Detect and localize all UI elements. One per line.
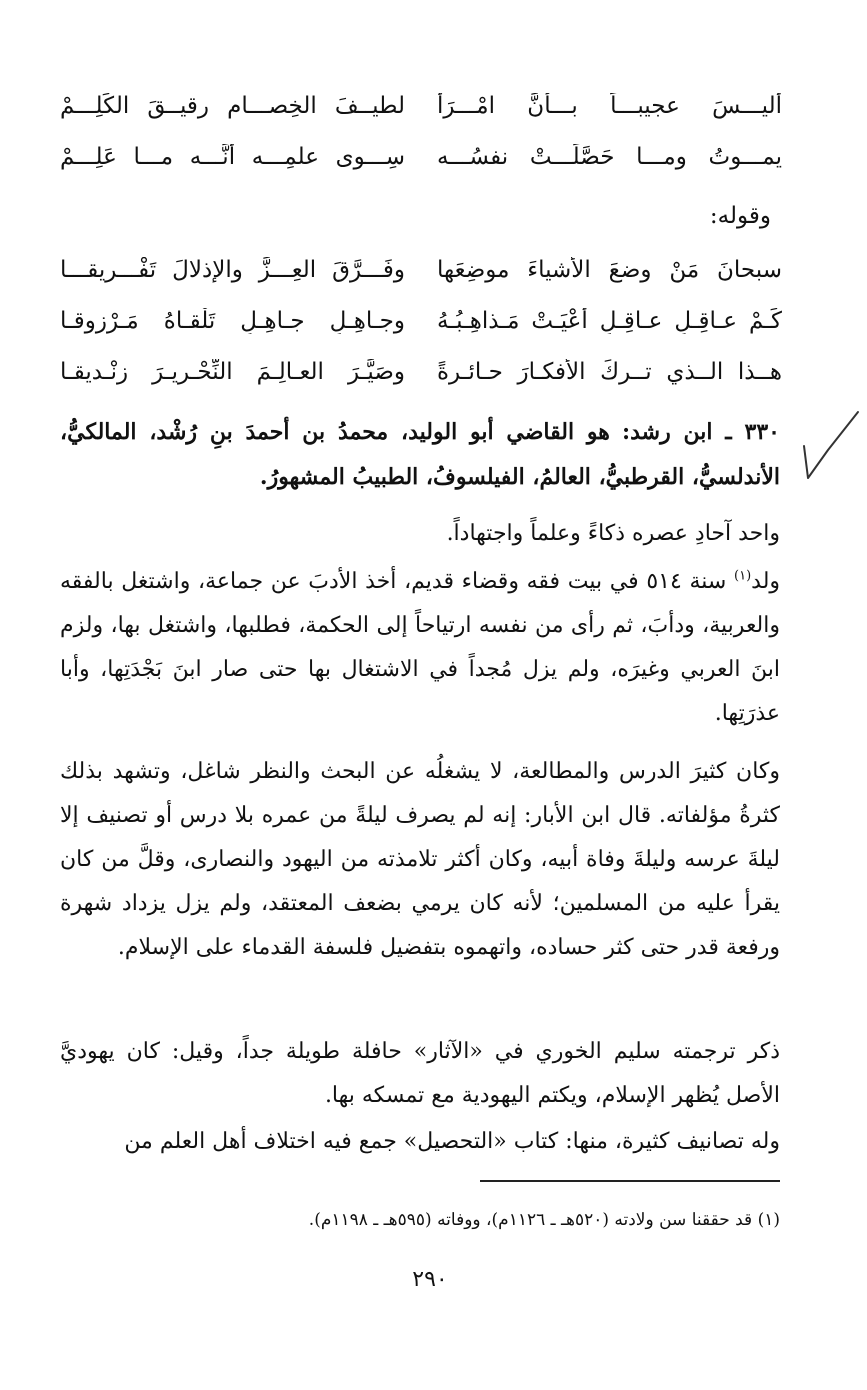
margin-check-mark-icon [800,410,860,490]
verse-second-hemistich: لطيــفَ الخِصـــام رقيــقَ الكَلِـــمْ [60,92,405,119]
verse-first-hemistich: أليـــسَ عجيبـــاً بـــأَنَّ امْـــرَأً [437,92,782,119]
poem-2 [60,244,782,397]
verse-intro-label: وقوله: [709,203,771,229]
verse-line [60,131,782,182]
entry-heading-text: هو القاضي أبو الوليد، محمدُ بن أحمدَ بنِ رُشْد، المالكيُّ، الأندلسيُّ، القرطبيُّ، العالمُ، الفيلسوفُ، الطبيبُ المشهورُ. [60,419,780,490]
verse-second-hemistich: وفَـــرَّقَ العِـــزَّ والإذلالَ تَفْـــريقـــا [60,256,405,283]
paragraph-2-start: ولد [751,569,781,594]
verse-second-hemistich: وجـاهِـلٍ جـاهِـلٍ تَلْقـاهُ مَـرْزوقـا [60,307,405,334]
verse-line [60,80,782,131]
paragraph-4: ذكر ترجمته سليم الخوري في «الآثار» حافلة طويلة جداً، وقيل: كان يهوديَّ الأصل يُظهر الإسلام، ويكتم اليهودية مع تمسكه بها. [60,1039,780,1108]
verse-first-hemistich: يمـــوتُ ومـــا حَصَّلَـــتْ نفسُـــه [437,143,782,170]
footnote-ref: (١) [734,568,752,584]
poem-1 [60,80,782,182]
entry-number: ٣٣٠ ـ ابن رشد: [621,419,780,445]
verse-first-hemistich: كَـمْ عـاقِـلٍ عـاقِـلٍ أَعْيَـتْ مَـذاهِـبُـهُ [437,307,782,334]
paragraph-5: وله تصانيف كثيرة، منها: كتاب «التحصيل» جمع فيه اختلاف أهل العلم من [124,1129,780,1154]
paragraph-2-rest: سنة ٥١٤ في بيت فقه وقضاء قديم، أخذ الأدبَ عن جماعة، واشتغل بالفقه والعربية، ودأبَ، ثم رأى من نفسه ارتياحاً إلى الحكمة، فطلبها، واشتغل بها، ولزم ابنَ العربي وغيرَه، ولم يزل مُجداً في الاشتغال بها حتى صار ابنَ بَجْدَتِها، وأبا عذرَتِها. [60,569,780,726]
verse-line [60,346,782,397]
footnote-divider [480,1180,780,1182]
verse-line [60,295,782,346]
verse-line [60,244,782,295]
footnote: (١) قد حققنا سن ولادته (٥٢٠هـ ـ ١١٢٦م)، ووفاته (٥٩٥هـ ـ ١١٩٨م). [308,1210,780,1230]
paragraph-2 [60,560,780,736]
page-number: ٢٩٠ [412,1267,448,1292]
verse-second-hemistich: وصَيَّـرَ العـالِـمَ النِّحْـريـرَ زِنْـديقـا [60,358,405,385]
paragraph-3: وكان كثيرَ الدرس والمطالعة، لا يشغلُه عن البحث والنظر شاغل، وتشهد بذلك كثرةُ مؤلفاته. قال ابن الأبار: إنه لم يصرف ليلةً من عمره بلا درس أو تصنيف إلا ليلةَ عرسه وليلةَ وفاة أبيه، وكان أكثر تلامذته من اليهود والنصارى، وقلَّ من كان يقرأ عليه من المسلمين؛ لأنه كان يرمي بضعف المعتقد، ولم يزل يزداد شهرة ورفعة قدر حتى كثر حساده، واتهموه بتفضيل فلسفة القدماء على الإسلام. [60,759,780,960]
paragraph-1: واحد آحادِ عصره ذكاءً وعلماً واجتهاداً. [446,521,780,546]
verse-first-hemistich: هــذا الــذي تــركَ الأفكـارَ حـائـرةً [437,358,782,385]
verse-second-hemistich: سِـــوى علمِـــه أَنَّـــه مـــا عَلِـــمْ [60,143,405,170]
verse-first-hemistich: سبحانَ مَنْ وضعَ الأشياءَ موضِعَها [437,256,782,283]
entry-heading [60,410,780,500]
